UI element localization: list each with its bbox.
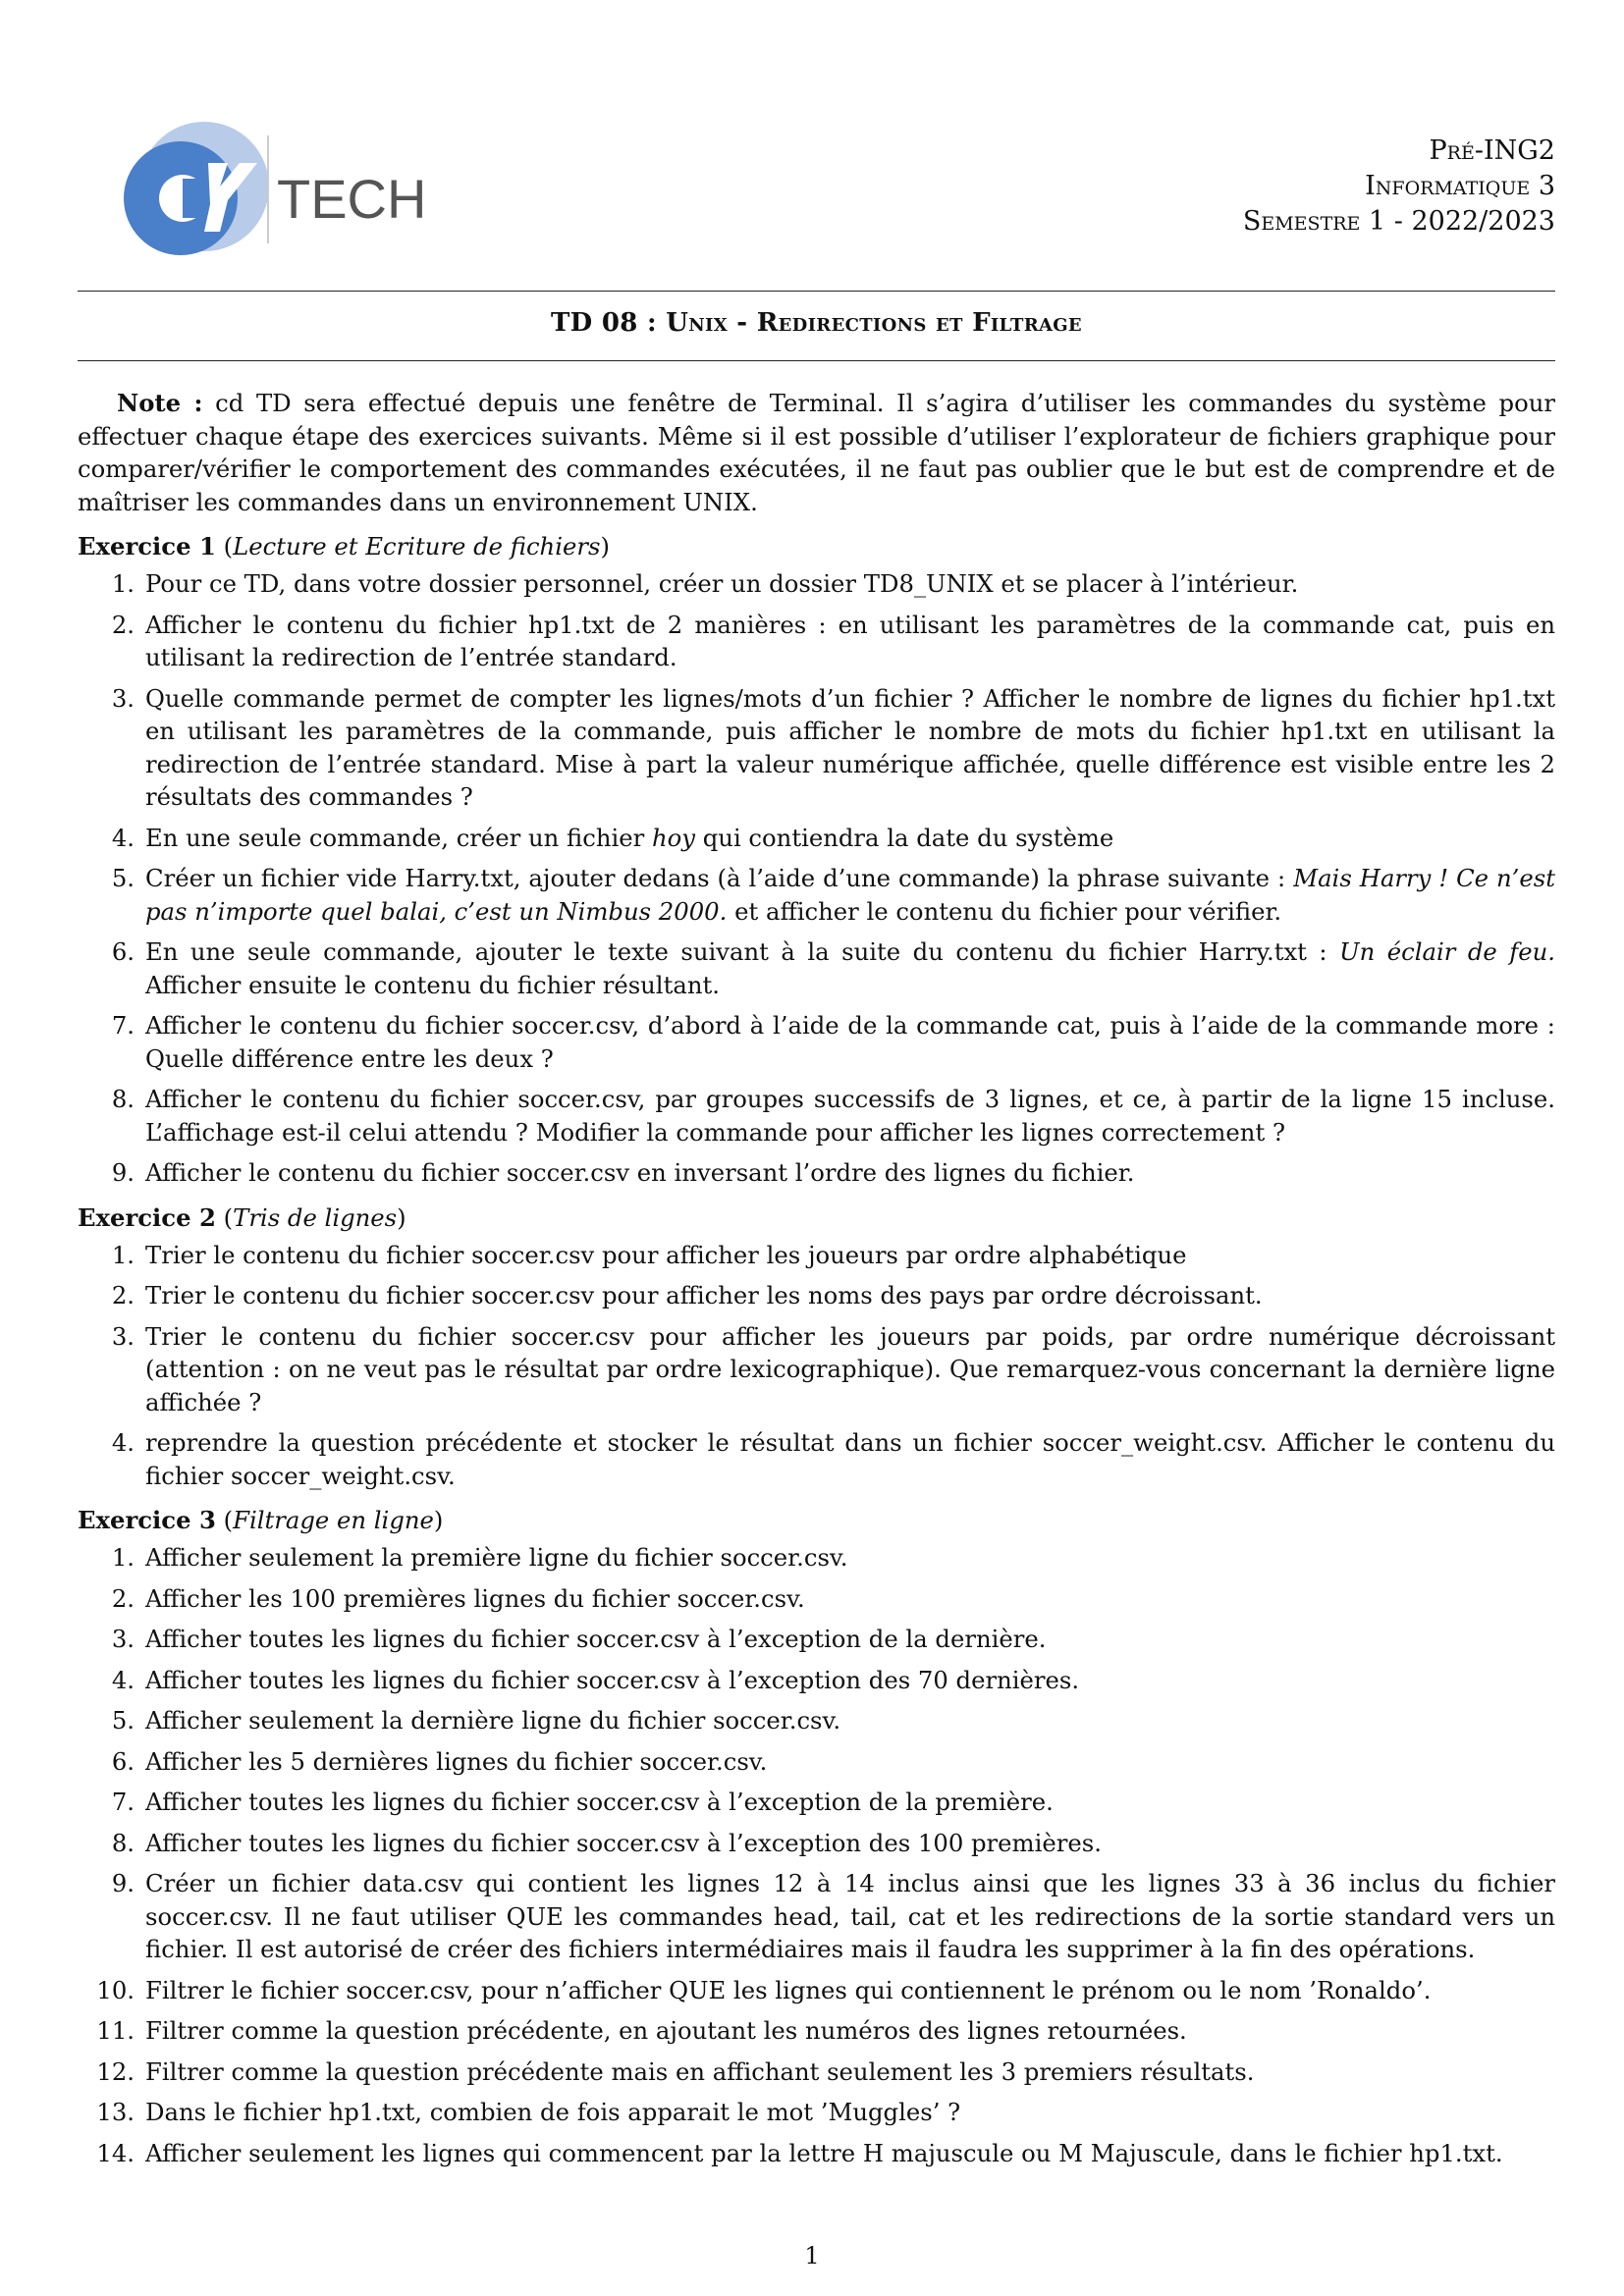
list-item <box>78 1279 1555 1312</box>
item-text-italic: Mais Harry ! Ce n’est pas n’importe quel balai, c’est un Nimbus 2000. <box>145 864 1556 926</box>
exercise-label: Exercice 1 <box>78 532 216 561</box>
title-bottom-rule <box>78 360 1555 361</box>
item-number: 4. <box>111 1428 135 1457</box>
list-item <box>78 2137 1555 2170</box>
item-number: 6. <box>111 1746 135 1776</box>
item-text-segment: En une seule commande, créer un fichier <box>145 823 652 852</box>
item-text <box>145 1322 1555 1416</box>
item-text-segment: Dans le fichier hp1.txt, combien de fois apparait le mot ’Muggles’ ? <box>145 2098 961 2126</box>
course-semester: Semestre 1 - 2022/2023 <box>1242 206 1555 237</box>
exercise-items <box>78 1239 1555 1493</box>
list-item <box>78 1827 1555 1860</box>
item-text-segment: Afficher le contenu du fichier soccer.csv, par groupes successifs de 3 lignes, et ce, à partir de la ligne 15 incluse. L’affichage est-il celui attendu ? Modifier la commande pour afficher les lignes correctement ? <box>145 1085 1555 1147</box>
item-text-segment: Créer un fichier vide Harry.txt, ajouter dedans (à l’aide d’une commande) la phrase suivante : <box>145 864 1294 892</box>
item-number: 3. <box>111 1321 135 1351</box>
item-number: 3. <box>111 683 135 713</box>
item-text <box>145 1241 1187 1269</box>
item-text <box>145 1158 1134 1187</box>
item-number: 2. <box>111 1281 135 1309</box>
item-number: 7. <box>111 1011 135 1040</box>
item-text <box>145 1706 840 1735</box>
page-number: 1 <box>804 2242 820 2269</box>
exercise-section <box>78 530 1555 1190</box>
item-number: 1. <box>111 569 135 598</box>
course-level: Pré-ING2 <box>1429 135 1555 166</box>
item-text <box>145 864 1555 926</box>
item-text <box>145 2057 1254 2086</box>
course-info <box>1243 133 1555 240</box>
item-number: 4. <box>111 1665 135 1694</box>
item-text <box>145 1543 847 1572</box>
item-text-italic: hoy <box>652 823 696 852</box>
item-text-segment: Créer un fichier data.csv qui contient les lignes 12 à 14 inclus ainsi que les lignes 33 à 36 inclus du fichier soccer.csv. Il ne faut utiliser QUE les commandes head, tail, cat et les redirections de la sortie standard vers un fichier. Il est autorisé de créer des fichiers intermédiaires mais il faudra les supprimer à la fin des opérations. <box>145 1869 1555 1963</box>
item-text <box>145 1011 1555 1073</box>
item-text-italic: Un éclair de feu. <box>1339 937 1555 966</box>
course-subject: Informatique 3 <box>1365 171 1555 201</box>
exercise-subtitle: Tris de lignes <box>233 1202 398 1232</box>
list-item <box>78 609 1555 674</box>
item-text-segment: Afficher ensuite le contenu du fichier résultant. <box>145 970 720 999</box>
item-number: 1. <box>111 1240 135 1269</box>
note-label: Note : <box>117 389 203 417</box>
item-text-segment: Filtrer le fichier soccer.csv, pour n’afficher QUE les lignes qui contiennent le prénom ou le nom ’Ronaldo’. <box>145 1975 1432 2004</box>
list-item <box>78 1664 1555 1697</box>
item-number: 9. <box>111 1158 135 1187</box>
item-text <box>145 1976 1431 2004</box>
list-item <box>78 1704 1555 1737</box>
list-item <box>78 1426 1555 1492</box>
exercise-subtitle: Filtrage en ligne <box>233 1506 434 1534</box>
page-title: TD 08 : Unix - Redirections et Filtrage <box>551 308 1082 338</box>
exercise-heading: Exercice 2 (Tris de lignes) <box>78 1202 406 1232</box>
item-text-segment: Afficher toutes les lignes du fichier soccer.csv à l’exception de la dernière. <box>145 1625 1047 1653</box>
item-text <box>145 2139 1503 2167</box>
item-number: 5. <box>111 864 135 892</box>
item-text-segment: En une seule commande, ajouter le texte suivant à la suite du contenu du fichier Harry.txt : <box>145 937 1340 966</box>
exercise-section <box>78 1201 1555 1493</box>
list-item <box>78 1009 1555 1075</box>
item-text-segment: Afficher le contenu du fichier soccer.csv en inversant l’ordre des lignes du fichier. <box>145 1158 1135 1187</box>
item-number: 1. <box>111 1543 135 1572</box>
item-text <box>145 1829 1102 1857</box>
item-text <box>145 684 1555 812</box>
item-text-segment: qui contiendra la date du système <box>695 823 1114 852</box>
exercise-section <box>78 1504 1555 2169</box>
list-item <box>78 1582 1555 1616</box>
item-number: 13. <box>96 2098 135 2126</box>
list-item <box>78 567 1555 601</box>
item-number: 7. <box>111 1788 135 1816</box>
item-text-segment: Afficher les 5 dernières lignes du fichier soccer.csv. <box>145 1746 768 1776</box>
item-text <box>145 1747 767 1776</box>
list-item <box>78 682 1555 814</box>
item-text-segment: Afficher les 100 premières lignes du fichier soccer.csv. <box>145 1583 805 1613</box>
list-item <box>78 1786 1555 1819</box>
item-text-segment: Afficher toutes les lignes du fichier soccer.csv à l’exception des 100 premières. <box>145 1828 1102 1857</box>
item-number: 2. <box>111 1583 135 1613</box>
list-item <box>78 1083 1555 1148</box>
item-number: 4. <box>111 823 135 852</box>
list-item <box>78 1867 1555 1966</box>
list-item <box>78 2056 1555 2089</box>
exercise-label: Exercice 2 <box>78 1202 216 1232</box>
note-text: cd TD sera effectué depuis une fenêtre de Terminal. Il s’agira d’utiliser les commandes du système pour effectuer chaque étape des exercices suivants. Même si il est possible d’utiliser l’explorateur de fichiers graphique pour comparer/vérifier le comportement des commandes exécutées, il ne faut pas oublier que le but est de comprendre et de maîtriser les commandes dans un environnement UNIX. <box>78 389 1555 516</box>
item-text <box>145 1281 1263 1309</box>
item-text-segment: Filtrer comme la question précédente mais en affichant seulement les 3 premiers résultats. <box>145 2056 1255 2086</box>
list-item <box>78 862 1555 928</box>
list-item <box>78 1320 1555 1419</box>
list-item <box>78 2096 1555 2129</box>
list-item <box>78 1156 1555 1190</box>
list-item <box>78 822 1555 855</box>
item-text-segment: Afficher le contenu du fichier soccer.csv, d’abord à l’aide de la commande cat, puis à l’aide de la commande more : Quelle différence entre les deux ? <box>145 1011 1555 1073</box>
logo-graphic <box>118 116 427 263</box>
item-text-segment: Afficher seulement la dernière ligne du fichier soccer.csv. <box>145 1706 841 1735</box>
item-text-segment: Trier le contenu du fichier soccer.csv pour afficher les noms des pays par ordre décroissant. <box>145 1281 1263 1309</box>
item-text <box>145 1584 805 1613</box>
item-text <box>145 1869 1555 1963</box>
svg-text:TECH: TECH <box>277 168 427 230</box>
item-number: 3. <box>111 1625 135 1653</box>
exercise-items <box>78 567 1555 1190</box>
item-text-segment: Afficher le contenu du fichier hp1.txt de 2 manières : en utilisant les paramètres de la commande cat, puis en utilisant la redirection de l’entrée standard. <box>145 610 1555 671</box>
item-text-segment: Trier le contenu du fichier soccer.csv pour afficher les joueurs par ordre alphabétique <box>145 1240 1187 1269</box>
note-paragraph <box>78 387 1555 518</box>
item-text-segment: Quelle commande permet de compter les lignes/mots d’un fichier ? Afficher le nombre de lignes du fichier hp1.txt en utilisant les paramètres de la commande, puis afficher le nombre de mots du fichier hp1.txt en utilisant la redirection de l’entrée standard. Mise à part la valeur numérique affichée, quelle différence est visible entre les 2 résultats des commandes ? <box>145 683 1555 811</box>
item-number: 8. <box>111 1085 135 1113</box>
list-item <box>78 1541 1555 1575</box>
list-item <box>78 2014 1555 2048</box>
exercise-heading: Exercice 1 (Lecture et Ecriture de fichiers) <box>78 532 610 561</box>
item-number: 8. <box>111 1828 135 1857</box>
item-text-segment: Afficher toutes les lignes du fichier soccer.csv à l’exception des 70 dernières. <box>145 1665 1080 1694</box>
exercises-list <box>78 530 1555 2169</box>
item-number: 9. <box>111 1869 135 1897</box>
item-number: 5. <box>111 1706 135 1735</box>
document-body <box>78 387 1555 2177</box>
title-top-rule <box>78 291 1555 292</box>
item-text <box>145 1085 1555 1147</box>
list-item <box>78 1239 1555 1272</box>
item-text <box>145 824 1113 852</box>
item-text-segment: Filtrer comme la question précédente, en ajoutant les numéros des lignes retournées. <box>145 2016 1187 2045</box>
list-item <box>78 1974 1555 2007</box>
item-text <box>145 937 1555 999</box>
list-item <box>78 935 1555 1001</box>
item-text <box>145 1625 1046 1653</box>
cy-tech-logo <box>118 116 427 263</box>
item-text-segment: Trier le contenu du fichier soccer.csv pour afficher les joueurs par poids, par ordre numérique décroissant (attention : on ne veut pas le résultat par ordre lexicographique). Que remarquez-vous concernant la dernière ligne affichée ? <box>145 1321 1555 1416</box>
item-number: 2. <box>111 610 135 639</box>
exercise-heading: Exercice 3 (Filtrage en ligne) <box>78 1506 444 1534</box>
exercise-items <box>78 1541 1555 2169</box>
item-text-segment: Afficher seulement les lignes qui commencent par la lettre H majuscule ou M Majuscule, dans le fichier hp1.txt. <box>145 2138 1503 2167</box>
item-text <box>145 1666 1079 1694</box>
item-text-segment: et afficher le contenu du fichier pour vérifier. <box>727 896 1282 926</box>
item-number: 6. <box>111 937 135 966</box>
item-text <box>145 1428 1555 1490</box>
item-text <box>145 611 1555 672</box>
item-number: 11. <box>96 2016 135 2045</box>
item-text <box>145 1788 1054 1816</box>
list-item <box>78 1623 1555 1656</box>
list-item <box>78 1745 1555 1779</box>
exercise-subtitle: Lecture et Ecriture de fichiers <box>233 532 601 561</box>
item-text-segment: Pour ce TD, dans votre dossier personnel, créer un dossier TD8_UNIX et se placer à l’intérieur. <box>145 569 1299 598</box>
item-text-segment: Afficher seulement la première ligne du fichier soccer.csv. <box>145 1543 848 1572</box>
exercise-label: Exercice 3 <box>78 1506 216 1534</box>
item-text-segment: reprendre la question précédente et stocker le résultat dans un fichier soccer_weight.csv. Afficher le contenu du fichier soccer_weight.csv. <box>145 1428 1555 1490</box>
item-text <box>145 2016 1187 2045</box>
item-text-segment: Afficher toutes les lignes du fichier soccer.csv à l’exception de la première. <box>145 1788 1054 1816</box>
item-text <box>145 2098 960 2126</box>
item-number: 14. <box>96 2138 135 2167</box>
item-number: 10. <box>96 1975 135 2004</box>
item-number: 12. <box>96 2056 135 2086</box>
item-text <box>145 569 1298 598</box>
